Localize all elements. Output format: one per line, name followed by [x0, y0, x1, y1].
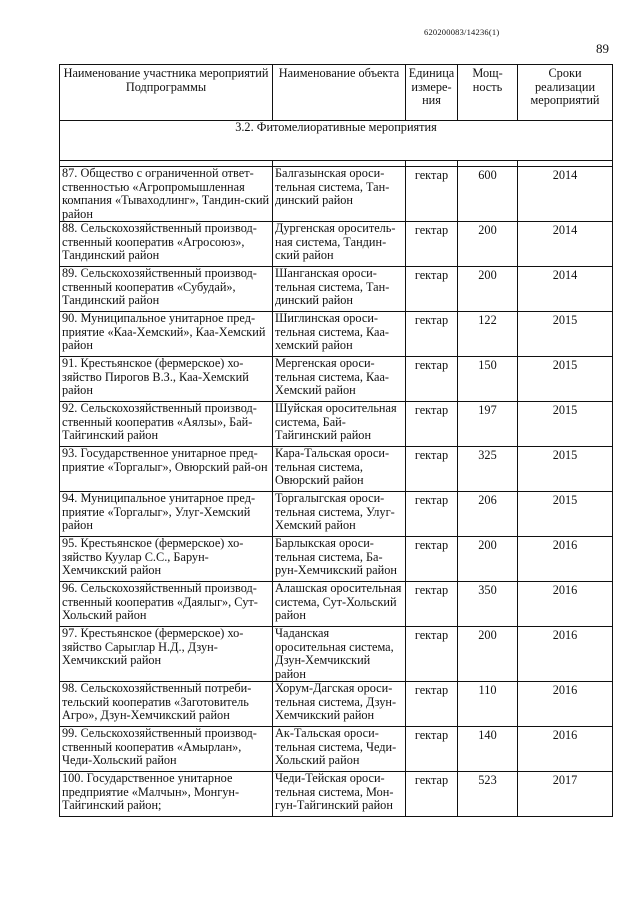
- capacity-cell: 206: [458, 492, 518, 537]
- table-row: [60, 627, 613, 682]
- participant-cell: 92. Сельскохозяйственный производ-ственный кооператив «Аялзы», Бай-Тайгинский район: [60, 402, 273, 447]
- year-cell: 2016: [518, 627, 613, 682]
- object-cell: Шиглинская ороси-тельная система, Каа-хемский район: [273, 312, 406, 357]
- unit-cell: гектар: [406, 627, 458, 682]
- capacity-cell: 200: [458, 222, 518, 267]
- participant-cell: 87. Общество с ограниченной ответ-ственностью «Агропромышленная компания «Тываходлинг», Тандин-ский район: [60, 167, 273, 222]
- unit-cell: гектар: [406, 312, 458, 357]
- unit-cell: гектар: [406, 357, 458, 402]
- capacity-cell: 197: [458, 402, 518, 447]
- object-cell: Торгалыгская ороси-тельная система, Улуг-Хемский район: [273, 492, 406, 537]
- participant-cell: 90. Муниципальное унитарное пред-приятие «Каа-Хемский», Каа-Хемский район: [60, 312, 273, 357]
- unit-cell: гектар: [406, 492, 458, 537]
- header-unit: Единица измере-ния: [406, 65, 458, 121]
- header-timing: Сроки реализации мероприятий: [518, 65, 613, 121]
- participant-cell: 100. Государственное унитарное предприятие «Малчын», Монгун-Тайгинский район;: [60, 772, 273, 817]
- unit-cell: гектар: [406, 682, 458, 727]
- table-row: [60, 772, 613, 817]
- object-cell: Чеди-Тейская ороси-тельная система, Мон-гун-Тайгинский район: [273, 772, 406, 817]
- section-row: [60, 121, 613, 161]
- table-row: [60, 727, 613, 772]
- table-header-row: [60, 65, 613, 121]
- capacity-cell: 325: [458, 447, 518, 492]
- year-cell: 2017: [518, 772, 613, 817]
- participant-cell: 99. Сельскохозяйственный производ-ственный кооператив «Амырлан», Чеди-Хольский район: [60, 727, 273, 772]
- document-code: 620200083/14236(1): [424, 27, 500, 37]
- capacity-cell: 200: [458, 627, 518, 682]
- year-cell: 2016: [518, 727, 613, 772]
- participant-cell: 93. Государственное унитарное пред-приятие «Торгалыг», Овюрский рай-он: [60, 447, 273, 492]
- year-cell: 2014: [518, 222, 613, 267]
- participant-cell: 88. Сельскохозяйственный производ-ственный кооператив «Агросоюз», Тандинский район: [60, 222, 273, 267]
- capacity-cell: 122: [458, 312, 518, 357]
- table-row: [60, 312, 613, 357]
- unit-cell: гектар: [406, 772, 458, 817]
- unit-cell: гектар: [406, 727, 458, 772]
- year-cell: 2016: [518, 682, 613, 727]
- year-cell: 2015: [518, 402, 613, 447]
- capacity-cell: 523: [458, 772, 518, 817]
- year-cell: 2016: [518, 537, 613, 582]
- participant-cell: 98. Сельскохозяйственный потреби-тельский кооператив «Заготовитель Агро», Дзун-Хемчикский район: [60, 682, 273, 727]
- year-cell: 2015: [518, 492, 613, 537]
- participant-cell: 91. Крестьянское (фермерское) хо-зяйство Пирогов В.З., Каа-Хемский район: [60, 357, 273, 402]
- table-row: [60, 537, 613, 582]
- year-cell: 2015: [518, 357, 613, 402]
- object-cell: Мергенская ороси-тельная система, Каа-Хемский район: [273, 357, 406, 402]
- object-cell: Кара-Тальская ороси-тельная система, Овюрский район: [273, 447, 406, 492]
- header-participant: Наименование участника мероприятий Подпрограммы: [60, 65, 273, 121]
- table-row: [60, 402, 613, 447]
- capacity-cell: 200: [458, 267, 518, 312]
- year-cell: 2014: [518, 267, 613, 312]
- object-cell: Барлыкская ороси-тельная система, Ба-рун-Хемчикский район: [273, 537, 406, 582]
- participant-cell: 89. Сельскохозяйственный производ-ственный кооператив «Субудай», Тандинский район: [60, 267, 273, 312]
- year-cell: 2014: [518, 167, 613, 222]
- table-row: [60, 267, 613, 312]
- unit-cell: гектар: [406, 447, 458, 492]
- table-row: [60, 582, 613, 627]
- capacity-cell: 140: [458, 727, 518, 772]
- participant-cell: 97. Крестьянское (фермерское) хо-зяйство Сарыглар Н.Д., Дзун-Хемчикский район: [60, 627, 273, 682]
- year-cell: 2015: [518, 447, 613, 492]
- table-row: [60, 492, 613, 537]
- table-row: [60, 357, 613, 402]
- capacity-cell: 110: [458, 682, 518, 727]
- object-cell: Дургенская ороситель-ная система, Тандин-ский район: [273, 222, 406, 267]
- unit-cell: гектар: [406, 267, 458, 312]
- object-cell: Ак-Тальская ороси-тельная система, Чеди-Хольский район: [273, 727, 406, 772]
- table-row: [60, 222, 613, 267]
- object-cell: Хорум-Дагская ороси-тельная система, Дзун-Хемчикский район: [273, 682, 406, 727]
- table-row: [60, 682, 613, 727]
- unit-cell: гектар: [406, 582, 458, 627]
- participant-cell: 94. Муниципальное унитарное пред-приятие «Торгалыг», Улуг-Хемский район: [60, 492, 273, 537]
- object-cell: Чаданская оросительная система, Дзун-Хемчикский район: [273, 627, 406, 682]
- capacity-cell: 350: [458, 582, 518, 627]
- participant-cell: 95. Крестьянское (фермерское) хо-зяйство Куулар С.С., Барун-Хемчикский район: [60, 537, 273, 582]
- capacity-cell: 600: [458, 167, 518, 222]
- object-cell: Алашская оросительная система, Сут-Хольский район: [273, 582, 406, 627]
- capacity-cell: 200: [458, 537, 518, 582]
- year-cell: 2016: [518, 582, 613, 627]
- section-title: 3.2. Фитомелиоративные мероприятия: [60, 121, 613, 161]
- unit-cell: гектар: [406, 222, 458, 267]
- capacity-cell: 150: [458, 357, 518, 402]
- header-object: Наименование объекта: [273, 65, 406, 121]
- page-number: 89: [596, 41, 609, 56]
- table-row: [60, 447, 613, 492]
- table-row: [60, 167, 613, 222]
- object-cell: Шанганская ороси-тельная система, Тан-динский район: [273, 267, 406, 312]
- year-cell: 2015: [518, 312, 613, 357]
- object-cell: Балгазынская ороси-тельная система, Тан-динский район: [273, 167, 406, 222]
- measures-table: [59, 64, 613, 817]
- object-cell: Шуйская оросительная система, Бай-Тайгинский район: [273, 402, 406, 447]
- participant-cell: 96. Сельскохозяйственный производ-ственный кооператив «Даялыг», Сут-Хольский район: [60, 582, 273, 627]
- header-capacity: Мощ-ность: [458, 65, 518, 121]
- unit-cell: гектар: [406, 402, 458, 447]
- unit-cell: гектар: [406, 167, 458, 222]
- unit-cell: гектар: [406, 537, 458, 582]
